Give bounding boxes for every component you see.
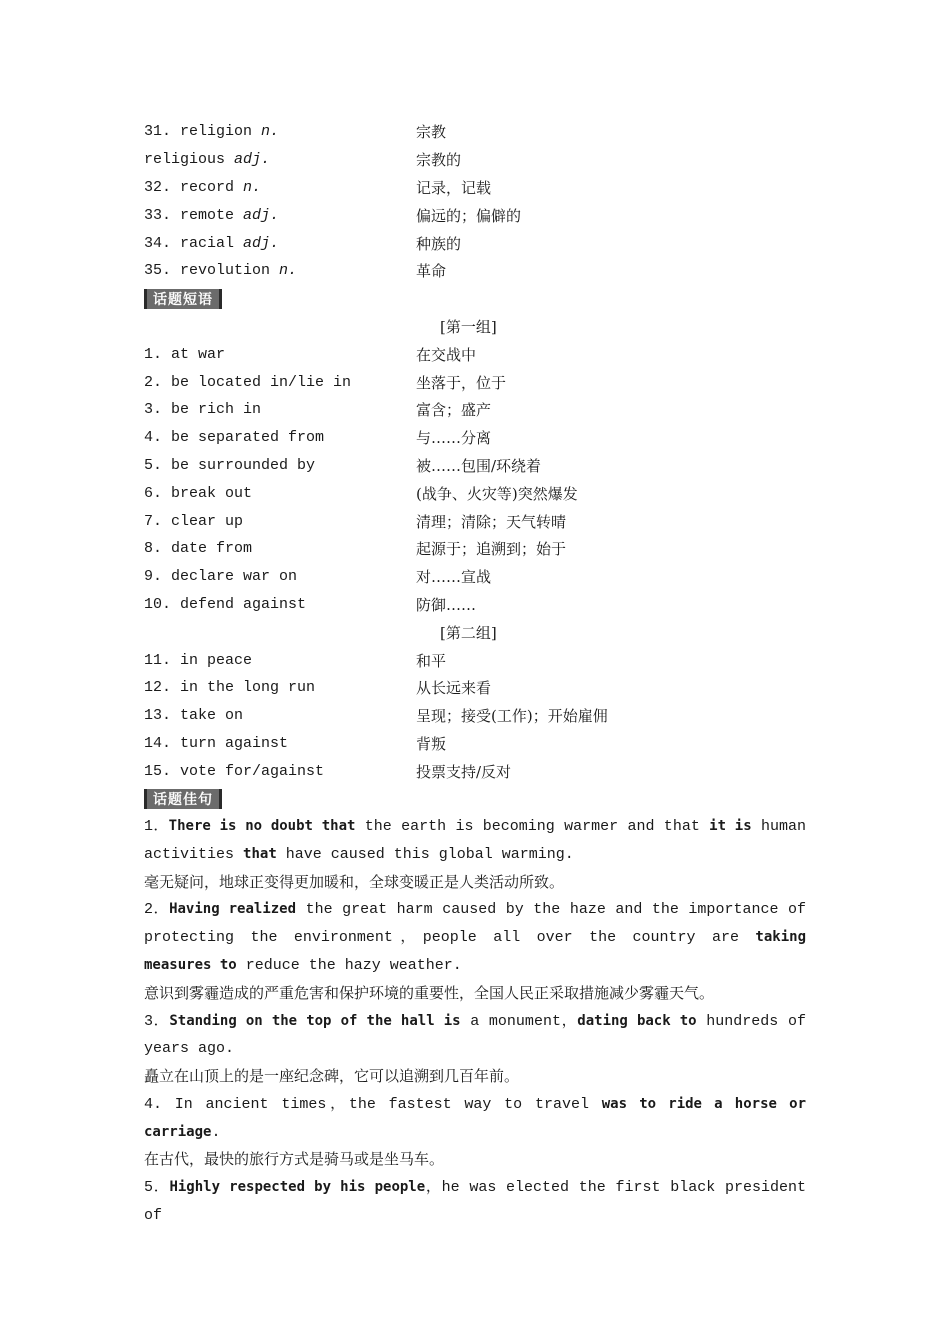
phrase-row: 14. turn against 背叛 [144, 734, 447, 753]
sentence-text: 5． [144, 1179, 170, 1197]
vocab-row: religious adj. 宗教的 [144, 151, 462, 170]
sentence-text: . [211, 1123, 221, 1141]
sentence-text: 3． [144, 1012, 170, 1030]
sentence-translation: 矗立在山顶上的是一座纪念碑，它可以追溯到几百年前。 [144, 1067, 520, 1086]
sentence-text: ，he was elected the first black president of [144, 1179, 806, 1225]
section-badge-sentences: 话题佳句 [144, 789, 222, 809]
phrase-row: 13. take on 呈现；接受(工作)；开始雇佣 [144, 707, 608, 726]
key-phrase: was to ride a horse or carriage [144, 1095, 806, 1140]
key-phrase: dating back to [577, 1012, 697, 1029]
sentence-text: the earth is becoming warmer and that [355, 817, 710, 835]
phrase-row: 6. break out (战争、火灾等)突然爆发 [144, 484, 578, 503]
phrase-row: 9. declare war on 对……宣战 [144, 568, 492, 587]
example-sentence [144, 896, 806, 979]
phrase-row: 15. vote for/against 投票支持/反对 [144, 762, 512, 781]
phrase-list-group2 [144, 646, 808, 785]
sentence-translation: 在古代，最快的旅行方式是骑马或是坐马车。 [144, 1150, 445, 1169]
key-phrase: that [243, 845, 277, 862]
group-label: [第一组] [440, 317, 497, 336]
example-sentence [144, 1091, 806, 1147]
key-phrase: it is [709, 817, 752, 834]
sentence-text: 4. In ancient times，the fastest way to travel [144, 1095, 602, 1113]
vocab-row: 31. religion n. 宗教 [144, 123, 447, 142]
sentence-text: hundreds of years ago. [144, 1012, 806, 1058]
sentence-text: human activities [144, 817, 806, 863]
vocab-row: 35. revolution n. 革命 [144, 262, 447, 281]
phrase-row: 7. clear up 清理；清除；天气转晴 [144, 512, 567, 531]
key-phrase: Highly respected by his people [169, 1179, 426, 1196]
sentence-list [144, 813, 808, 1230]
phrase-row: 4. be separated from 与……分离 [144, 429, 492, 448]
sentence-text: a monument， [460, 1012, 578, 1030]
group-label: [第二组] [440, 623, 497, 642]
key-phrase: Standing on the top of the hall is [169, 1012, 461, 1029]
phrase-row: 5. be surrounded by 被……包围/环绕着 [144, 456, 542, 475]
phrase-row: 12. in the long run 从长远来看 [144, 679, 492, 698]
phrase-list-group1 [144, 340, 808, 618]
sentence-text: 1． [144, 817, 169, 835]
sentence-text: the great harm caused by the haze and the importance of protecting the environment，people all over the country are [144, 901, 806, 947]
sentence-text: reduce the hazy weather. [236, 956, 462, 974]
example-sentence [144, 813, 806, 869]
key-phrase: There is no doubt that [168, 817, 356, 834]
sentence-translation: 意识到雾霾造成的严重危害和保护环境的重要性，全国人民正采取措施减少雾霾天气。 [144, 983, 715, 1002]
sentence-translation: 毫无疑问，地球正变得更加暖和，全球变暖正是人类活动所致。 [144, 872, 565, 891]
example-sentence [144, 1008, 806, 1064]
example-sentence [144, 1174, 806, 1230]
section-badge-phrases: 话题短语 [144, 289, 222, 309]
vocabulary-list [144, 118, 808, 285]
phrase-row: 10. defend against 防御…… [144, 595, 477, 614]
key-phrase: taking measures to [144, 929, 806, 973]
vocab-row: 34. racial adj. 种族的 [144, 234, 462, 253]
phrase-row: 11. in peace 和平 [144, 651, 447, 670]
key-phrase: Having realized [169, 901, 297, 918]
sentence-text: 2． [144, 901, 170, 919]
phrase-row: 2. be located in/lie in 坐落于，位于 [144, 373, 507, 392]
vocab-row: 33. remote adj. 偏远的；偏僻的 [144, 206, 522, 225]
document-page [144, 118, 808, 1230]
sentence-text: have caused this global warming. [276, 845, 574, 863]
phrase-row: 3. be rich in 富含；盛产 [144, 401, 492, 420]
vocab-row: 32. record n. 记录，记载 [144, 178, 492, 197]
phrase-row: 1. at war 在交战中 [144, 345, 477, 364]
phrase-row: 8. date from 起源于；追溯到；始于 [144, 540, 567, 559]
